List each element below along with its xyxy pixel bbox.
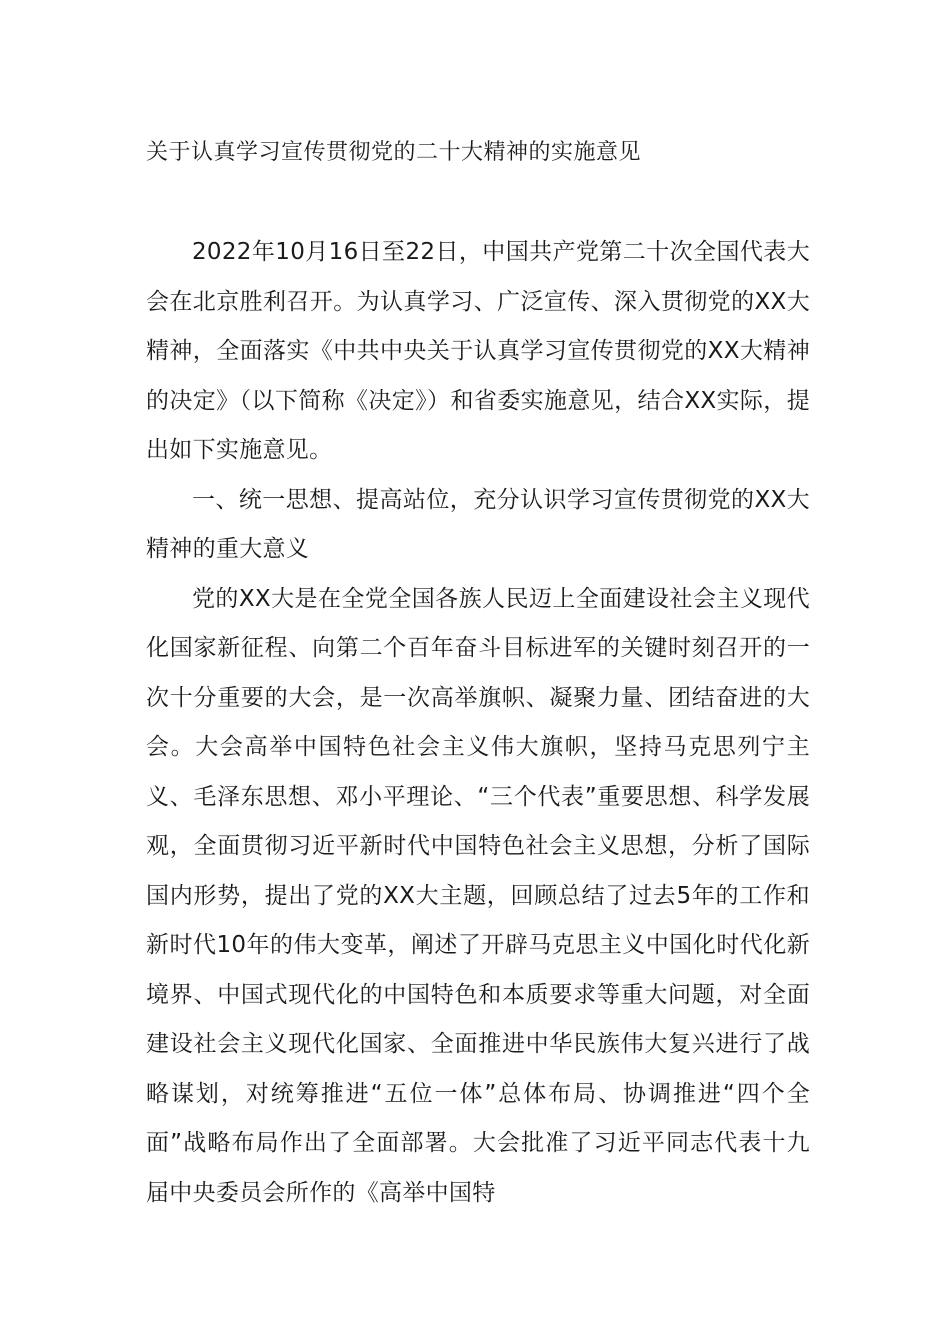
paragraph-significance: 党的XX大是在全党全国各族人民迈上全面建设社会主义现代化国家新征程、向第二个百年奋斗目标进军的关键时刻召开的一次十分重要的大会，是一次高举旗帜、凝聚力量、团结奋进的大会。大会高举中国特色社会主义伟大旗帜，坚持马克思列宁主义、毛泽东思想、邓小平理论、“三个代表”重要思想、科学发展观，全面贯彻习近平新时代中国特色社会主义思想，分析了国际国内形势，提出了党的XX大主题，回顾总结了过去5年的工作和新时代10年的伟大变革，阐述了开辟马克思主义中国化时代化新境界、中国式现代化的中国特色和本质要求等重大问题，对全面建设社会主义现代化国家、全面推进中华民族伟大复兴进行了战略谋划，对统筹推进“五位一体”总体布局、协调推进“四个全面”战略布局作出了全面部署。大会批准了习近平同志代表十九届中央委员会所作的《高举中国特 <box>146 585 810 1206</box>
section-heading-1: 一、统一思想、提高站位，充分认识学习宣传贯彻党的XX大精神的重大意义 <box>146 486 810 562</box>
document-body <box>146 228 810 1218</box>
paragraph-intro: 2022年10月16日至22日，中国共产党第二十次全国代表大会在北京胜利召开。为认真学习、广泛宣传、深入贯彻党的XX大精神，全面落实《中共中央关于认真学习宣传贯彻党的XX大精神的决定》（以下简称《决定》）和省委实施意见，结合XX实际，提出如下实施意见。 <box>146 239 810 463</box>
document-title: 关于认真学习宣传贯彻党的二十大精神的实施意见 <box>146 140 642 165</box>
